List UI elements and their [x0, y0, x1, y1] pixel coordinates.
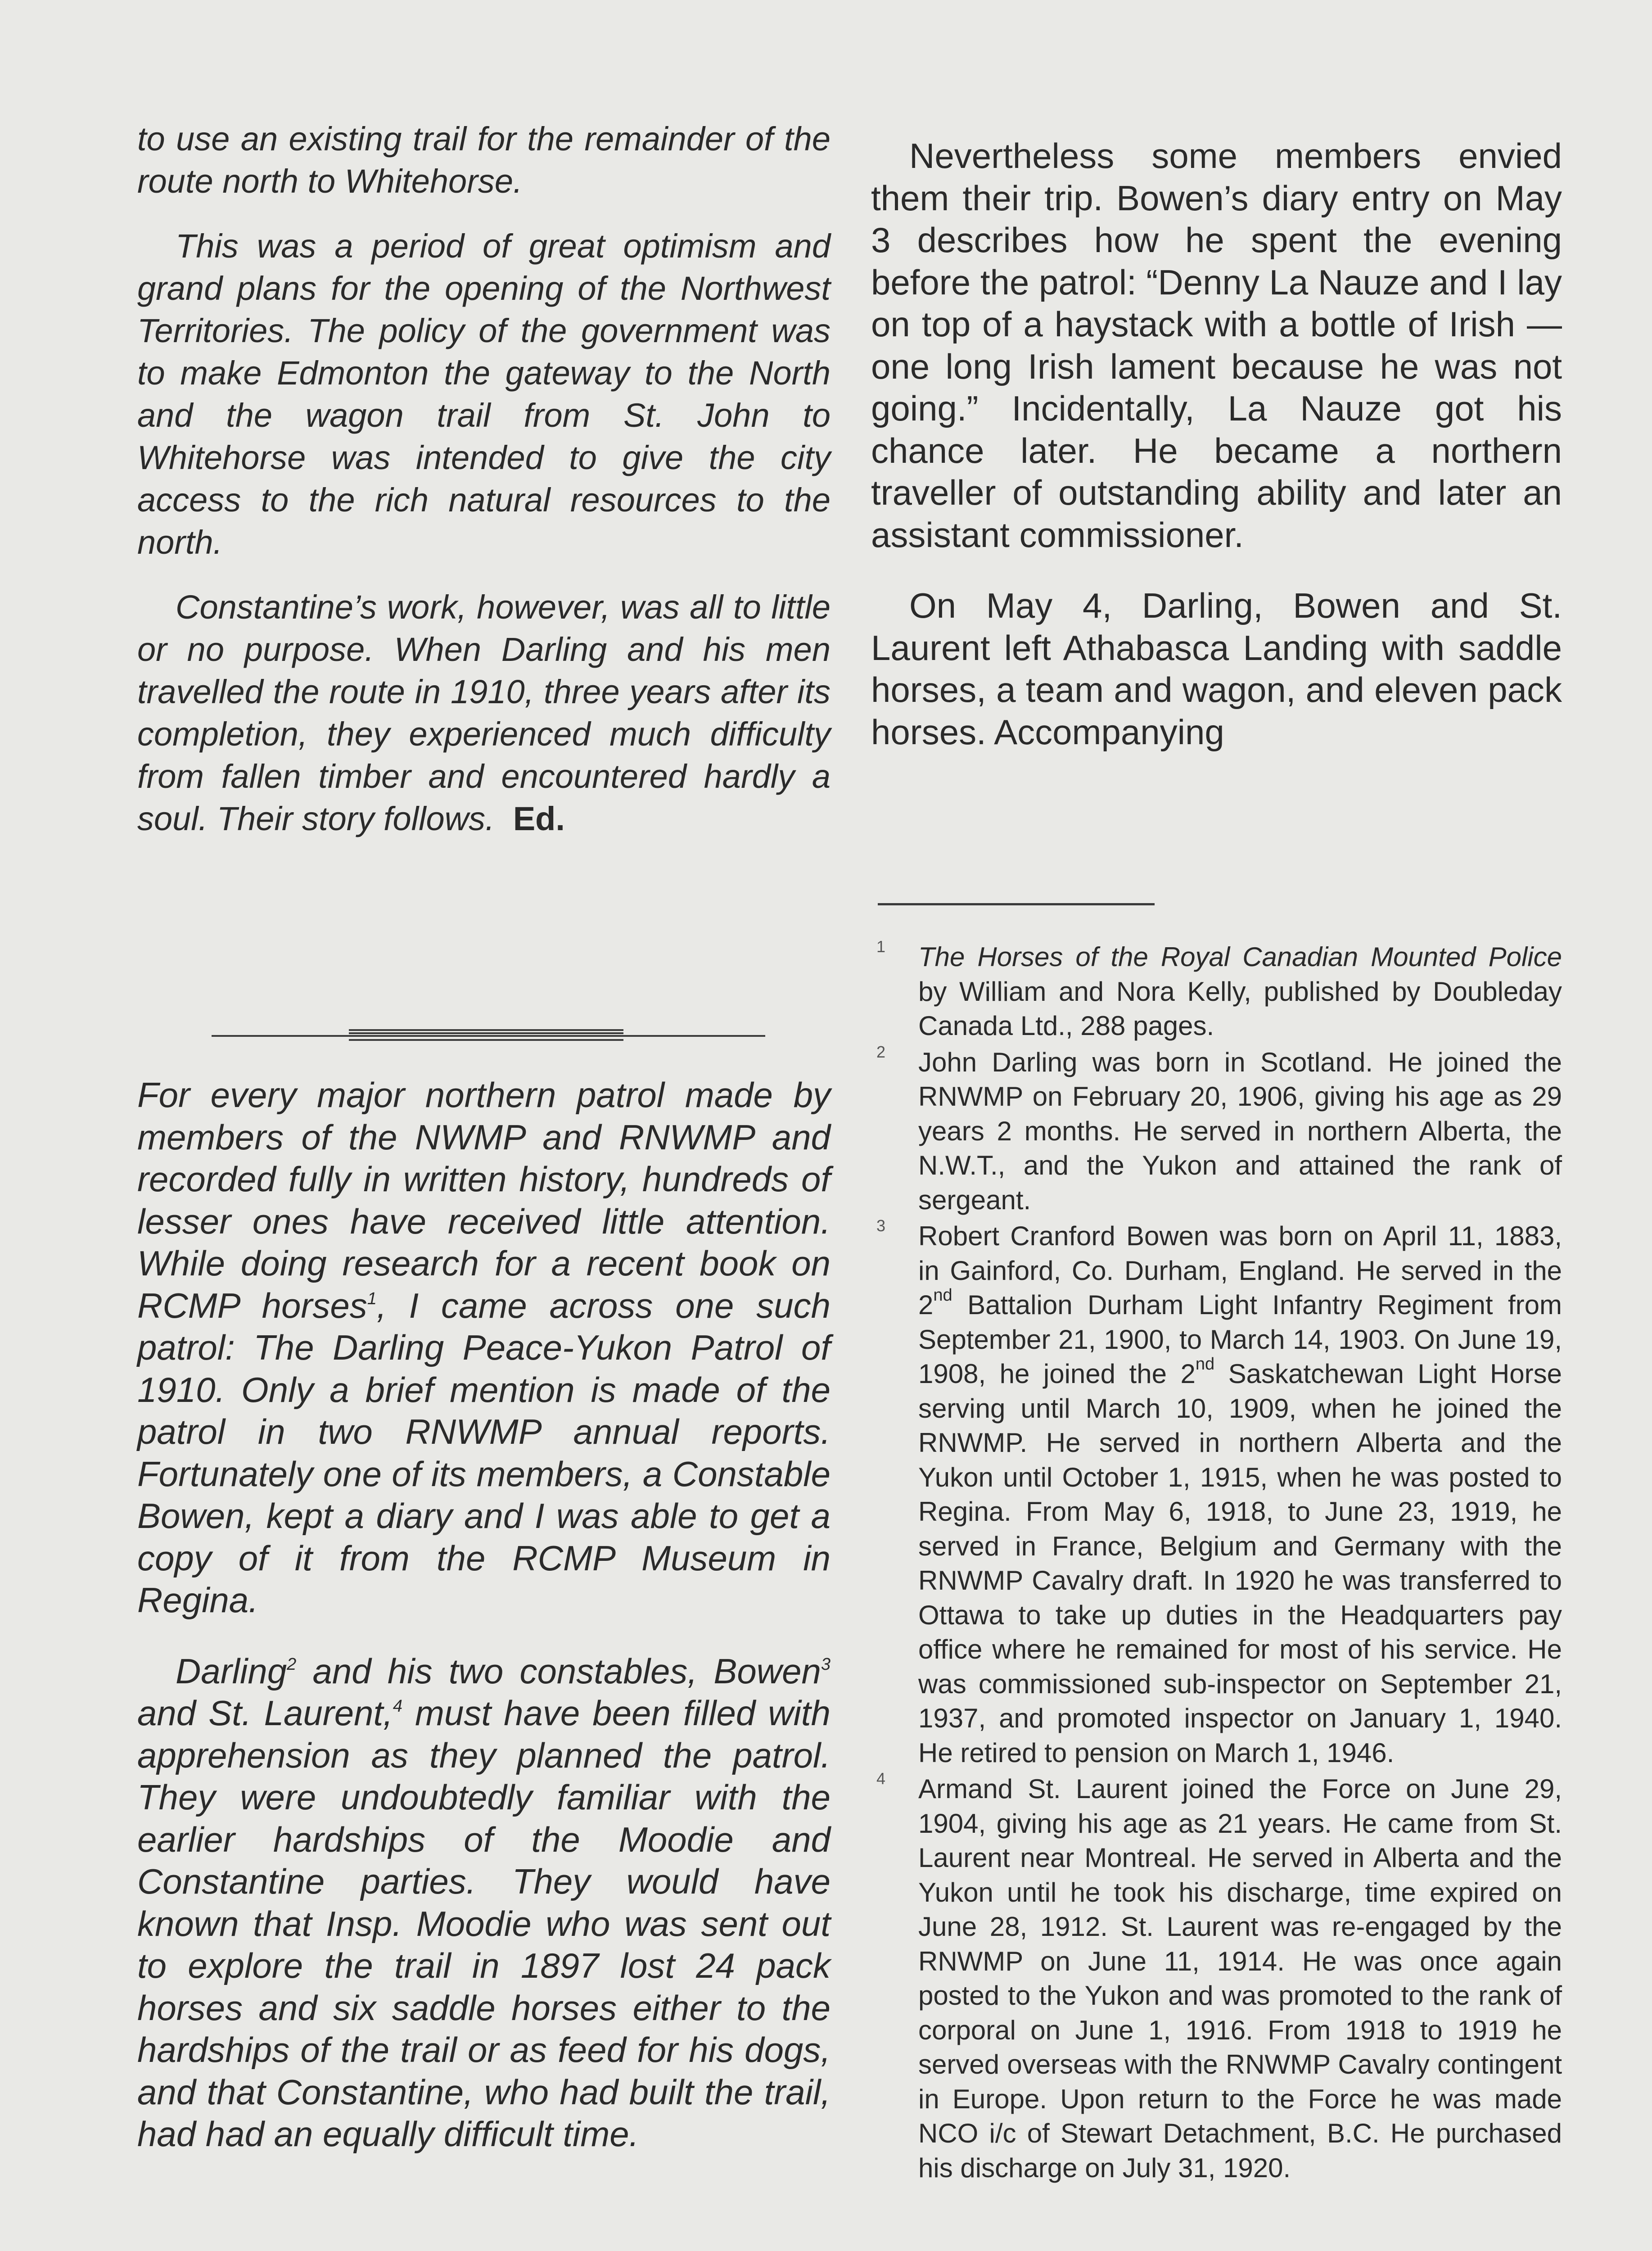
editor-intro	[137, 118, 831, 840]
footnote-book-title: The Horses of the Royal Canadian Mounted Police	[918, 942, 1562, 972]
separator-line-long	[212, 1035, 765, 1037]
article-body-left	[137, 1074, 831, 2156]
footnote-2	[871, 1042, 1562, 1218]
intro-paragraph-3-text: Constantine’s work, however, was all to little or no purpose. When Darling and his men travelled the route in 1910, three years after its completion, they experienced much difficulty from fallen timber and encountered hardly a soul. Their story follows.	[137, 588, 831, 837]
footnote-rule	[878, 903, 1155, 905]
footnote-text: John Darling was born in Scotland. He joined the RNWMP on February 20, 1906, giving his age as 29 years 2 months. He served in northern Alberta, the N.W.T., and the Yukon and attained the rank of sergeant.	[918, 1047, 1562, 1215]
footnote-text-b: Battalion Durham Light Infantry Regiment from September 21, 1900, to March 14, 1903. On June 19, 1908, he joined the 2	[918, 1290, 1562, 1389]
body-paragraph-1-text-b: , I came across one such patrol: The Darling Peace-Yukon Patrol of 1910. Only a brief mention is made of the patrol in two RNWMP annual reports. Fortunately one of its members, a Constable Bowen, kept a diary and I was able to get a copy of it from the RCMP Museum in Regina.	[137, 1285, 831, 1620]
right-column	[871, 135, 1562, 782]
footnote-4	[871, 1769, 1562, 2185]
footnote-ref-3: 3	[821, 1654, 831, 1674]
footnote-text: by William and Nora Kelly, published by Doubleday Canada Ltd., 288 pages.	[918, 976, 1562, 1041]
body-paragraph-1-text-a: For every major northern patrol made by members of the NWMP and RNWMP and recorded fully in written history, hundreds of lesser ones have received little attention. While doing research for a recent book on RCMP horses	[137, 1075, 831, 1325]
left-column	[137, 118, 831, 2184]
footnotes	[871, 937, 1562, 2187]
footnote-ref-2: 2	[287, 1654, 297, 1674]
intro-paragraph-1: to use an existing trail for the remainder of the route north to Whitehorse.	[137, 120, 831, 200]
footnote-ref-4: 4	[393, 1697, 402, 1716]
footnote-1	[871, 937, 1562, 1044]
footnote-ref-1: 1	[367, 1289, 377, 1308]
ordinal-suffix: nd	[1195, 1355, 1215, 1374]
section-separator	[212, 1021, 765, 1048]
footnote-text-a: Robert Cranford Bowen was born on April 11, 1883, in Gainford, Co. Durham, England. He served in the 2	[918, 1221, 1562, 1320]
body-paragraph-3: Nevertheless some members envied them their trip. Bowen’s diary entry on May 3 describes how he spent the evening before the patrol: “Denny La Nauze and I lay on top of a haystack with a bottle of Irish — one long Irish lament because he was not going.” Incidentally, La Nauze got his chance later. He became a northern traveller of outstanding ability and later an assistant commissioner.	[871, 136, 1562, 555]
editor-signature: Ed.	[513, 800, 565, 837]
body-paragraph-1	[137, 1074, 831, 1622]
footnote-number: 4	[876, 1769, 886, 1788]
intro-paragraph-3	[137, 586, 831, 840]
separator-line-top	[349, 1029, 623, 1031]
body-paragraph-2	[137, 1650, 831, 2156]
footnote-number: 2	[876, 1042, 886, 1061]
separator-line-bottom	[349, 1039, 623, 1041]
separator-line-mid	[349, 1032, 623, 1034]
ordinal-suffix: nd	[933, 1286, 952, 1305]
footnote-number: 1	[876, 937, 886, 956]
intro-paragraph-2: This was a period of great optimism and grand plans for the opening of the Northwest Territories. The policy of the government was to make Edmonton the gateway to the North and the wagon trail from St. John to Whitehorse was intended to give the city access to the rich natural resources to the north.	[137, 227, 831, 561]
body-paragraph-4: On May 4, Darling, Bowen and St. Laurent left Athabasca Landing with saddle horses, a team and wagon, and eleven pack horses. Accompanying	[871, 586, 1562, 752]
footnote-number: 3	[876, 1216, 886, 1235]
body-paragraph-2-text-d: must have been filled with apprehension as they planned the patrol. They were undoubtedly familiar with the earlier hardships of the Moodie and Constantine parties. They would have known that Insp. Moodie who was sent out to explore the trail in 1897 lost 24 pack horses and six saddle horses either to the hardships of the trail or as feed for his dogs, and that Constantine, who had built the trail, had had an equally difficult time.	[137, 1693, 831, 2154]
body-paragraph-2-text-b: and his two constables, Bowen	[296, 1651, 821, 1691]
footnote-text: Armand St. Laurent joined the Force on June 29, 1904, giving his age as 21 years. He came from St. Laurent near Montreal. He served in Alberta and the Yukon until he took his discharge, time expired on June 28, 1912. St. Laurent was re-engaged by the RNWMP on June 11, 1914. He was once again posted to the Yukon and was promoted to the rank of corporal on June 1, 1916. From 1918 to 1919 he served overseas with the RNWMP Cavalry contingent in Europe. Upon return to the Force he was made NCO i/c of Stewart Detachment, B.C. He purchased his discharge on July 31, 1920.	[918, 1774, 1562, 2183]
footnote-text-c: Saskatchewan Light Horse serving until March 10, 1909, when he joined the RNWMP. He served in northern Alberta and the Yukon until October 1, 1915, when he was posted to Regina. From May 6, 1918, to June 23, 1919, he served in France, Belgium and Germany with the RNWMP Cavalry draft. In 1920 he was transferred to Ottawa to take up duties in the Headquarters pay office where he remained for most of his service. He was commissioned sub-inspector on September 21, 1937, and promoted inspector on January 1, 1940. He retired to pension on March 1, 1946.	[918, 1359, 1562, 1768]
footnote-text	[918, 1219, 1562, 1770]
body-paragraph-2-text-a: Darling	[176, 1651, 287, 1691]
footnote-3	[871, 1216, 1562, 1770]
body-paragraph-2-text-c: and St. Laurent,	[137, 1693, 393, 1733]
